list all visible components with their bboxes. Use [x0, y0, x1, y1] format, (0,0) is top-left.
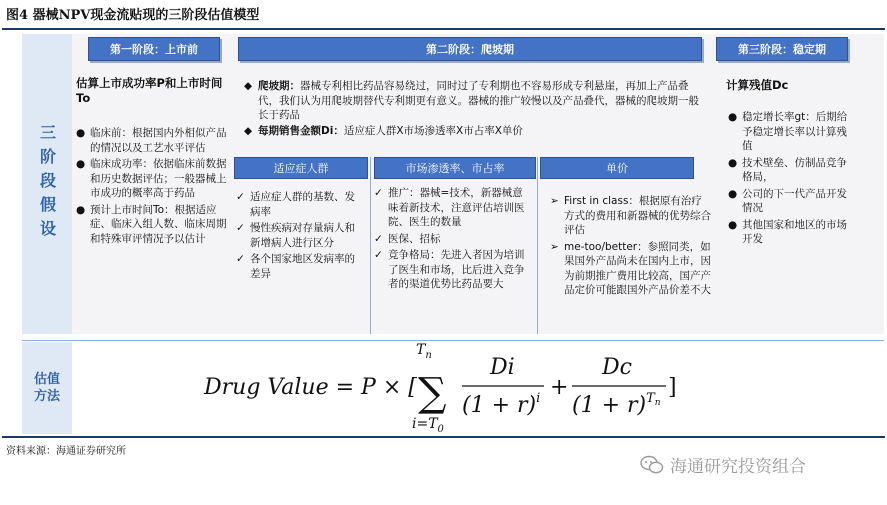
source-note: 资料来源：海通证券研究所	[6, 446, 126, 457]
sales-label: 每期销售金额Di：	[258, 124, 344, 137]
price-list: ➢ First in class：根据原有治疗方式的费用和新器械的优势综合评估 ➢ me-too/better：参照同类，如果国外产品尚未在国内上市，因为前期推广费用比较高，国产产品定价可能跟国外产品价差不大	[550, 195, 711, 296]
sum-upper: $T_n$	[416, 342, 432, 361]
denominator-1: $(1 + r)^i$	[462, 391, 541, 418]
top-rule	[2, 28, 885, 30]
stage3-heading: 计算残值Dc	[726, 78, 789, 92]
check-icon: ✓	[236, 253, 245, 265]
subheader-price: 单价	[540, 157, 694, 179]
arrow-icon: ➢	[550, 240, 559, 253]
valuation-side-label: 估值方法	[22, 342, 72, 434]
diamond-icon: ◆	[244, 124, 253, 137]
population-list: ✓ 适应症人群的基数、发病率 ✓ 慢性疾病对存量病人和新增病人进行区分 ✓ 各个国家地区发病率的差异	[236, 191, 355, 280]
denominator-2: $(1 + r)^Tn$	[572, 391, 661, 418]
assumptions-side-label: 三阶段假设	[37, 124, 57, 244]
subheader-penetration: 市场渗透率、市占率	[374, 157, 536, 179]
penetration-list: ✓ 推广：器械=技术，新器械意味着新技术，注意评估培训医院、医生的数量 ✓ 医保、招标 ✓ 竞争格局：先进入者因为培训了医生和市场，比后进入竞争者的渠道优势比药品要大	[374, 187, 525, 290]
bullet-icon: ●	[76, 158, 86, 170]
figure-title: 图4 器械NPV现金流贴现的三阶段估值模型	[6, 8, 260, 23]
stage1-bullet: ● 临床前：根据国内外相似产品的情况以及工艺水平评估	[76, 127, 227, 154]
formula-close: ]	[668, 375, 677, 400]
bullet-icon: ●	[76, 203, 86, 216]
sales-text: 适应症人群X市场渗透率X市占率X单价	[343, 124, 523, 137]
subheader-population: 适应症人群	[234, 157, 368, 179]
bullet-icon: ●	[728, 218, 738, 231]
stage1-heading: 估算上市成功率P和上市时间To	[76, 76, 223, 105]
stage3-header: 第三阶段：稳定期	[716, 37, 848, 61]
check-icon: ✓	[374, 249, 383, 261]
bottom-rule	[2, 436, 885, 438]
column-divider	[370, 157, 371, 334]
stage2-header: 第二阶段：爬坡期	[238, 37, 702, 61]
stage1-bullet: ● 预计上市时间To：根据适应症、临床入组人数、临床周期和特殊审评情况予以估计	[76, 203, 227, 245]
stage1-header: 第一阶段：上市前	[88, 37, 220, 61]
bullet-icon: ●	[76, 127, 86, 139]
check-icon: ✓	[374, 232, 383, 245]
numerator-dc: Dc	[602, 355, 632, 380]
diamond-icon: ◆	[244, 80, 253, 92]
check-icon: ✓	[236, 222, 245, 234]
npv-formula	[200, 340, 720, 434]
arrow-icon: ➢	[550, 195, 559, 207]
check-icon: ✓	[374, 187, 383, 199]
check-icon: ✓	[236, 191, 245, 203]
watermark	[640, 452, 806, 477]
wechat-icon	[640, 455, 664, 475]
watermark-text: 海通研究投资组合	[670, 457, 806, 477]
numerator-di: Di	[490, 355, 515, 380]
plus-sign: +	[550, 375, 569, 400]
ramp-text: 器械专利相比药品容易绕过，同时过了专利期也不容易形成专利悬崖，再加上产品叠代，我们认为用爬坡期替代专利期更有意义。器械的推广较慢以及产品叠代，器械的爬坡期一般长于药品	[258, 80, 699, 121]
stage1-bullet: ● 临床成功率：依据临床前数据和历史数据评估；一般器械上市成功的概率高于药品	[76, 158, 227, 199]
ramp-paragraph	[244, 79, 704, 138]
bullet-icon: ●	[728, 156, 738, 169]
column-divider	[537, 157, 538, 334]
sum-lower: $i=T_0$	[412, 416, 444, 434]
formula-lhs: Drug Value = P × [	[204, 375, 417, 400]
stage1-list	[76, 126, 232, 248]
bullet-icon: ●	[728, 111, 738, 123]
sigma-icon: ∑	[418, 370, 447, 416]
stage3-list: ● 稳定增长率gt：后期给予稳定增长率以计算残值 ● 技术壁垒、仿制品竞争格局， ● 公司的下一代产品开发情况 ● 其他国家和地区的市场开发	[728, 111, 848, 245]
ramp-label: 爬坡期：	[258, 80, 300, 92]
bullet-icon: ●	[728, 187, 738, 200]
